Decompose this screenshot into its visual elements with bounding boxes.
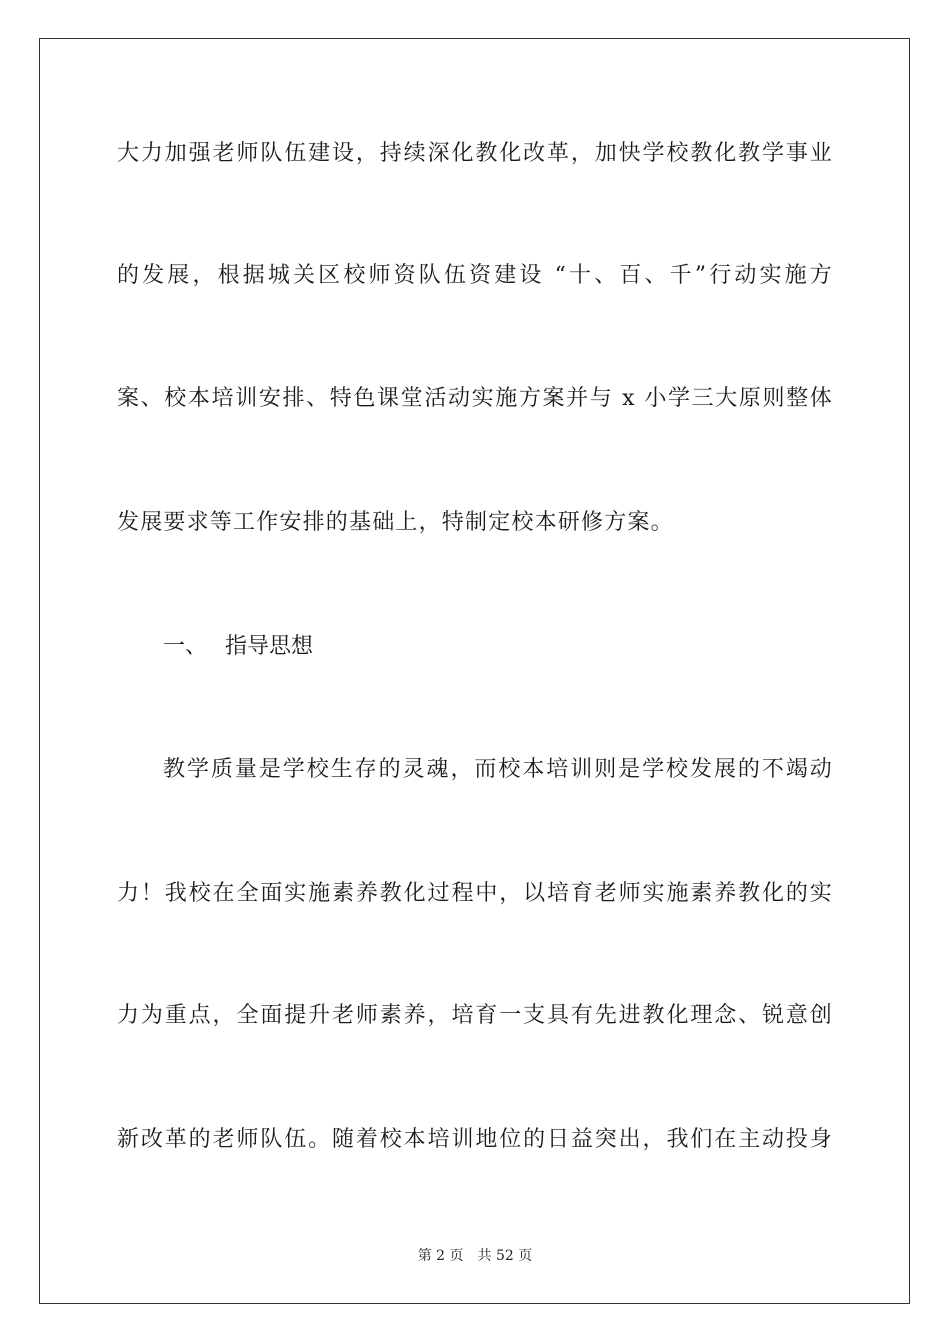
paragraph-2-line-3: 力为重点，全面提升老师素养，培育一支具有先进教化理念、锐意创 — [117, 1003, 833, 1028]
section-heading — [163, 632, 313, 662]
paragraph-1-line-1: 大力加强老师队伍建设，持续深化教化改革，加快学校教化教学事业 — [117, 141, 833, 166]
paragraph-1-line-2: 的发展，根据城关区校师资队伍资建设 “十、百、千”行动实施方 — [117, 263, 833, 288]
page-total: 共 52 页 — [477, 1248, 533, 1264]
paragraph-1-line-3: 案、校本培训安排、特色课堂活动实施方案并与 x 小学三大原则整体 — [117, 386, 833, 411]
section-number: 一、 — [163, 634, 208, 659]
paragraph-2-line-2: 力！我校在全面实施素养教化过程中，以培育老师实施素养教化的实 — [117, 881, 833, 906]
paragraph-2-line-4: 新改革的老师队伍。随着校本培训地位的日益突出，我们在主动投身 — [117, 1127, 833, 1152]
page-number: 第 2 页 — [417, 1248, 464, 1264]
paragraph-2-line-1: 教学质量是学校生存的灵魂，而校本培训则是学校发展的不竭动 — [163, 757, 833, 782]
section-title: 指导思想 — [225, 634, 314, 659]
page-border — [39, 38, 910, 1304]
paragraph-1-line-4: 发展要求等工作安排的基础上，特制定校本研修方案。 — [117, 510, 674, 535]
page-footer — [0, 1246, 950, 1266]
